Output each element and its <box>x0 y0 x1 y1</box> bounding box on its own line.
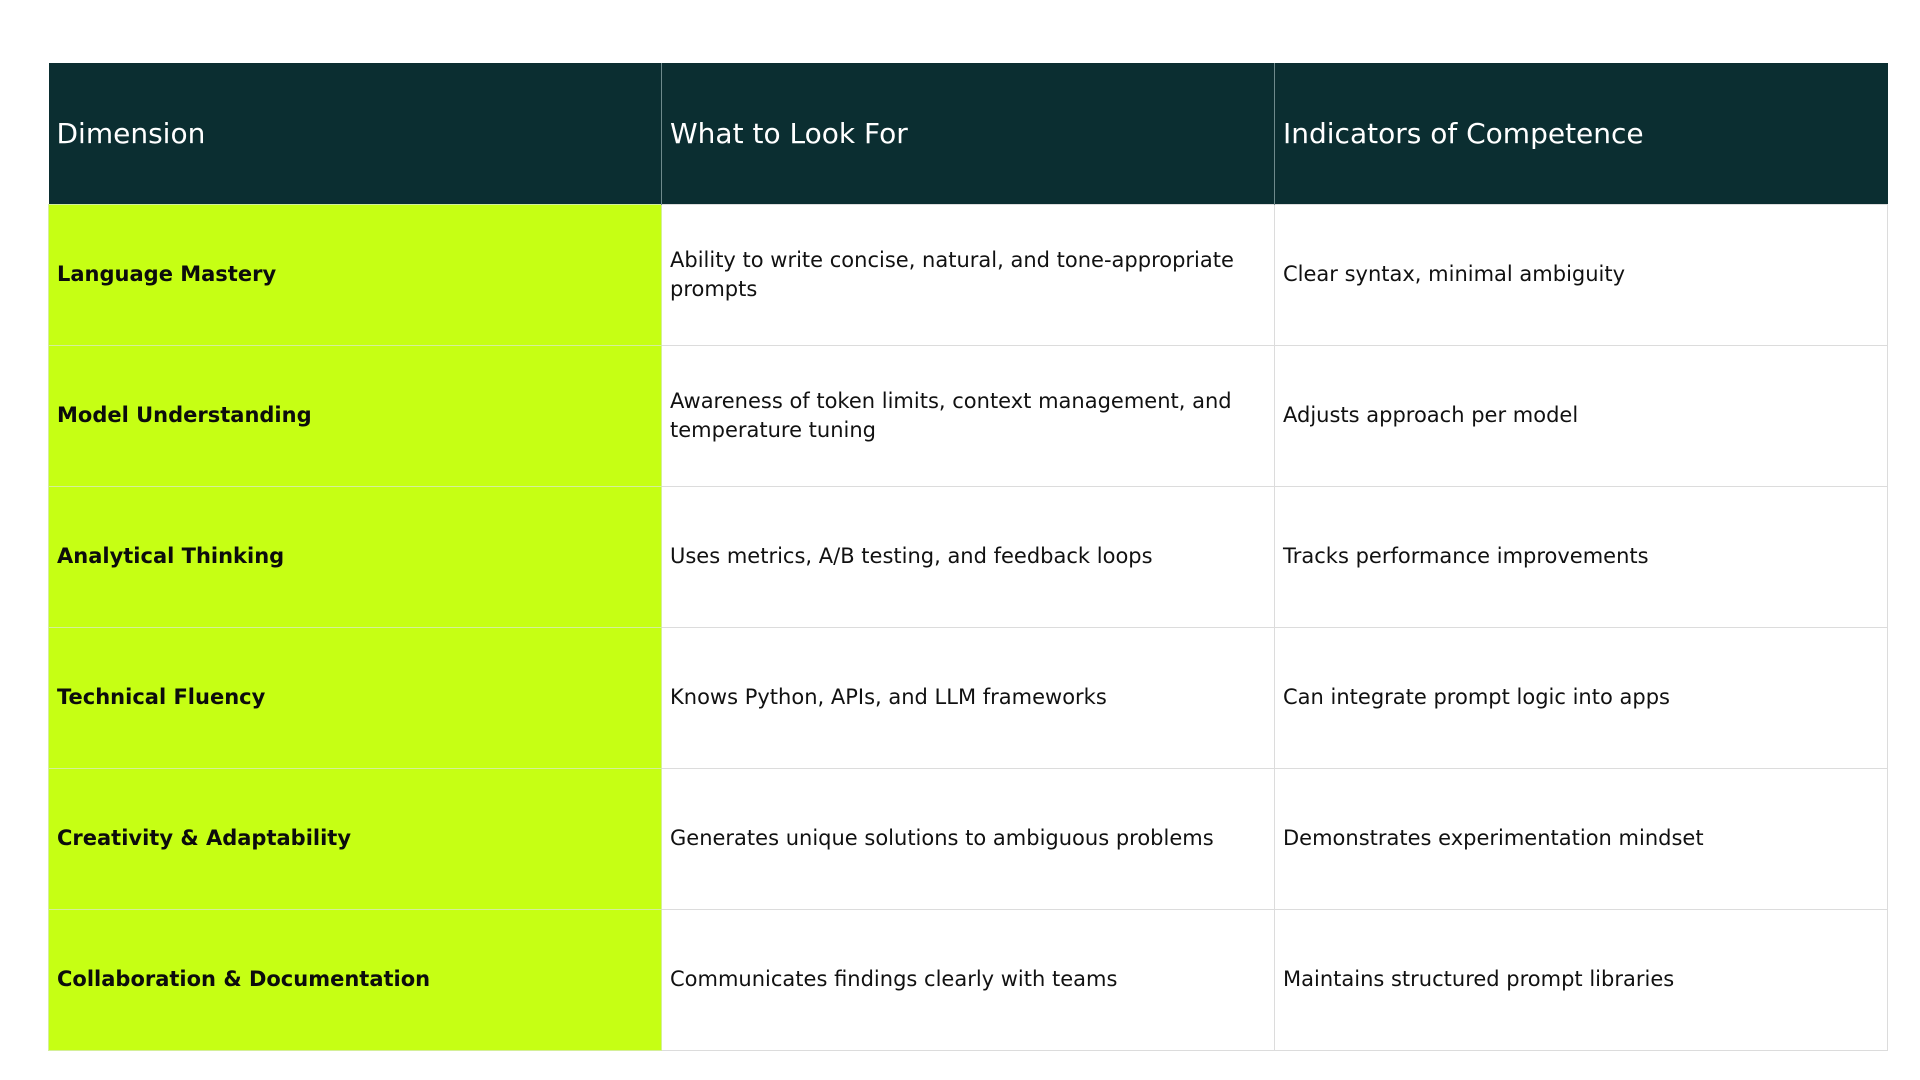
header-indicators: Indicators of Competence <box>1275 63 1888 204</box>
look-for-cell: Generates unique solutions to ambiguous problems <box>662 768 1275 909</box>
table-row <box>49 627 1888 768</box>
look-for-cell: Communicates findings clearly with teams <box>662 909 1275 1050</box>
dimension-cell: Collaboration & Documentation <box>49 909 662 1050</box>
dimension-cell: Analytical Thinking <box>49 486 662 627</box>
dimension-cell: Language Mastery <box>49 204 662 345</box>
table-row <box>49 486 1888 627</box>
look-for-cell: Ability to write concise, natural, and tone-appropriate prompts <box>662 204 1275 345</box>
table-row <box>49 909 1888 1050</box>
dimension-cell: Technical Fluency <box>49 627 662 768</box>
indicators-cell: Clear syntax, minimal ambiguity <box>1275 204 1888 345</box>
header-dimension: Dimension <box>49 63 662 204</box>
indicators-cell: Demonstrates experimentation mindset <box>1275 768 1888 909</box>
table-row <box>49 768 1888 909</box>
indicators-cell: Can integrate prompt logic into apps <box>1275 627 1888 768</box>
dimension-cell: Model Understanding <box>49 345 662 486</box>
look-for-cell: Knows Python, APIs, and LLM frameworks <box>662 627 1275 768</box>
look-for-cell: Uses metrics, A/B testing, and feedback loops <box>662 486 1275 627</box>
indicators-cell: Tracks performance improvements <box>1275 486 1888 627</box>
indicators-cell: Maintains structured prompt libraries <box>1275 909 1888 1050</box>
dimension-cell: Creativity & Adaptability <box>49 768 662 909</box>
competency-table <box>48 63 1888 1051</box>
table-row <box>49 345 1888 486</box>
header-row <box>49 63 1888 204</box>
header-what-to-look-for: What to Look For <box>662 63 1275 204</box>
indicators-cell: Adjusts approach per model <box>1275 345 1888 486</box>
look-for-cell: Awareness of token limits, context management, and temperature tuning <box>662 345 1275 486</box>
table-row <box>49 204 1888 345</box>
